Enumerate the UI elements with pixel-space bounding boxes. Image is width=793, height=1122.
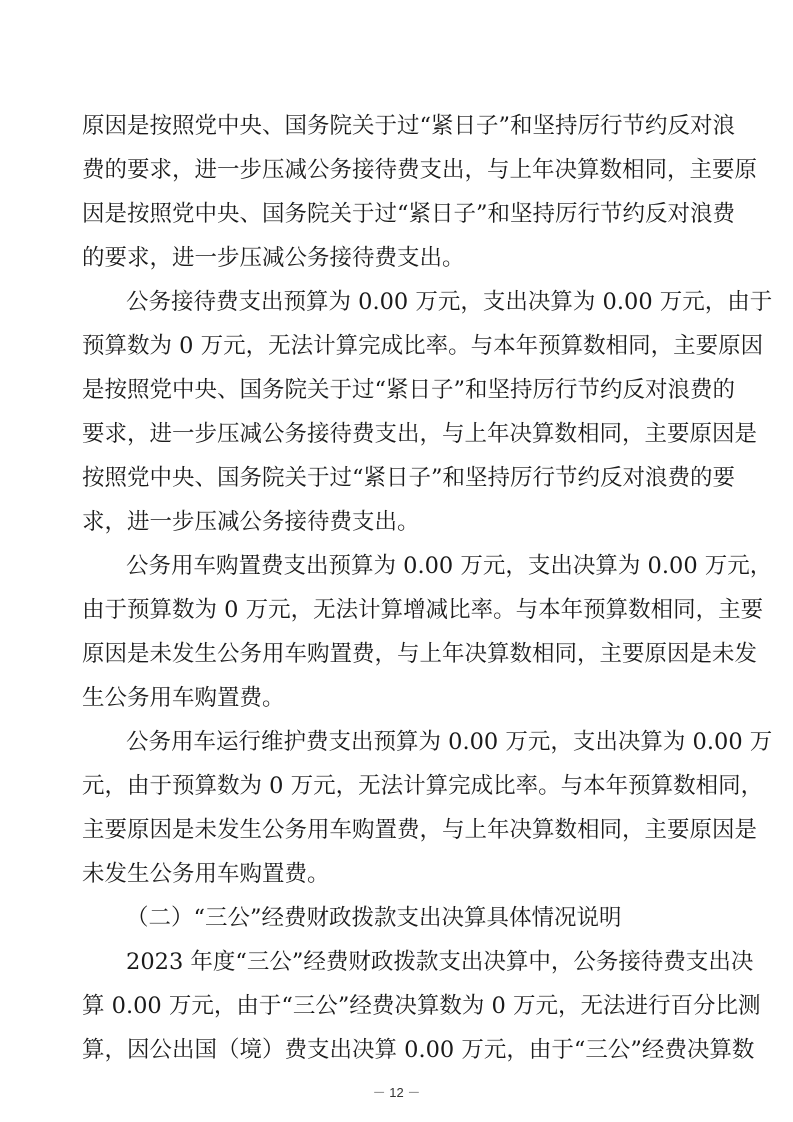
paragraph-line: 算，因公出国（境）费支出决算 0.00 万元，由于“三公”经费决算数: [82, 1037, 755, 1063]
paragraph-line: 公务用车购置费支出预算为 0.00 万元，支出决算为 0.00 万元，: [126, 553, 773, 579]
paragraph-line: 公务接待费支出预算为 0.00 万元，支出决算为 0.00 万元，由于: [126, 289, 773, 315]
paragraph-line: 由于预算数为 0 万元，无法计算增减比率。与本年预算数相同，主要: [82, 597, 764, 623]
section-heading: （二）“三公”经费财政拨款支出决算具体情况说明: [126, 905, 622, 931]
paragraph-line: 求，进一步压减公务接待费支出。: [82, 509, 420, 535]
paragraph-line: 未发生公务用车购置费。: [82, 861, 330, 887]
paragraph-line: 因是按照党中央、国务院关于过“紧日子”和坚持厉行节约反对浪费: [82, 201, 736, 227]
page-number: － 12 －: [372, 1085, 421, 1100]
paragraph-line: 2023 年度“三公”经费财政拨款支出决算中，公务接待费支出决: [126, 949, 754, 975]
paragraph-line: 算 0.00 万元，由于“三公”经费决算数为 0 万元，无法进行百分比测: [82, 993, 761, 1019]
paragraph-line: 预算数为 0 万元，无法计算完成比率。与本年预算数相同，主要原因: [82, 333, 764, 359]
paragraph-line: 原因是按照党中央、国务院关于过“紧日子”和坚持厉行节约反对浪: [82, 113, 736, 139]
paragraph-line: 公务用车运行维护费支出预算为 0.00 万元，支出决算为 0.00 万: [126, 729, 773, 755]
paragraph-line: 是按照党中央、国务院关于过“紧日子”和坚持厉行节约反对浪费的: [82, 377, 736, 403]
paragraph-line: 要求，进一步压减公务接待费支出，与上年决算数相同，主要原因是: [82, 421, 758, 447]
paragraph-line: 生公务用车购置费。: [82, 685, 285, 711]
paragraph-line: 费的要求，进一步压减公务接待费支出，与上年决算数相同，主要原: [82, 157, 758, 183]
paragraph-line: 的要求，进一步压减公务接待费支出。: [82, 245, 465, 271]
paragraph-line: 主要原因是未发生公务用车购置费，与上年决算数相同，主要原因是: [82, 817, 758, 843]
paragraph-line: 元，由于预算数为 0 万元，无法计算完成比率。与本年预算数相同，: [82, 773, 764, 799]
paragraph-line: 原因是未发生公务用车购置费，与上年决算数相同，主要原因是未发: [82, 641, 758, 667]
paragraph-line: 按照党中央、国务院关于过“紧日子”和坚持厉行节约反对浪费的要: [82, 465, 736, 491]
